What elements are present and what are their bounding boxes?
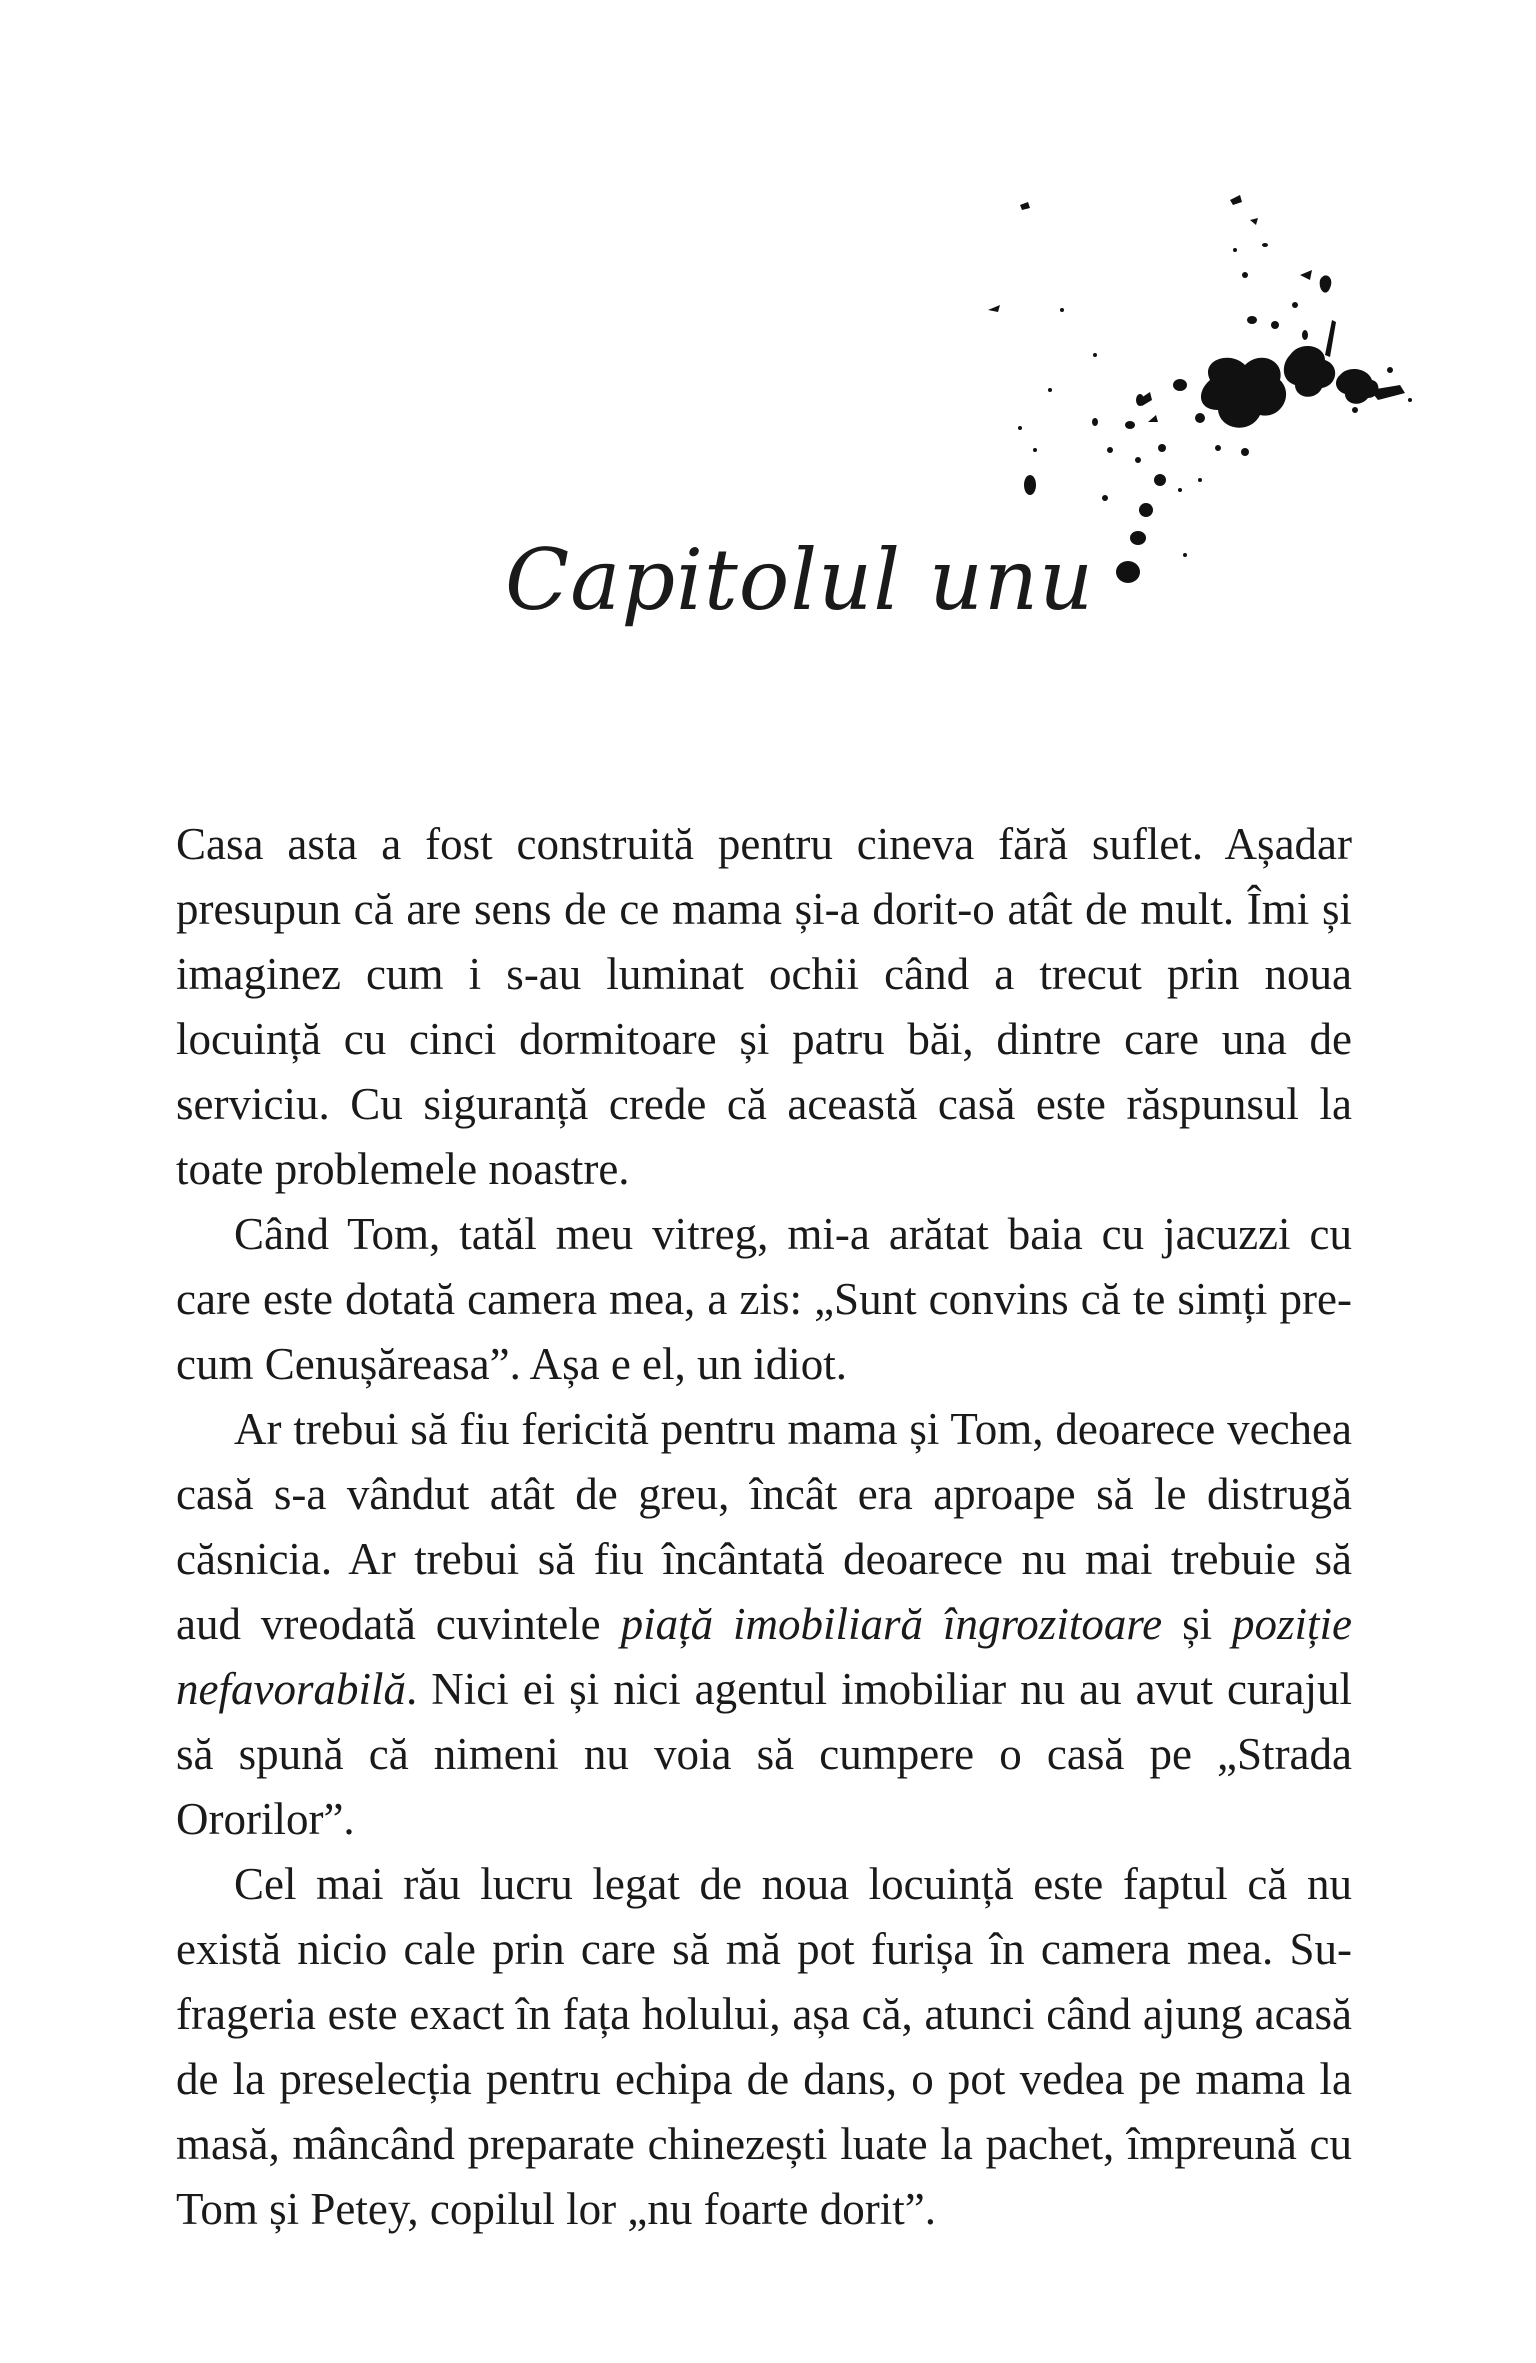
chapter-body (176, 812, 1352, 2242)
italic-phrase: poziție nefavorabilă (176, 1599, 1353, 1714)
chapter-title: Capitolul unu (505, 531, 1095, 629)
paragraph (176, 1202, 1352, 1397)
paragraph (176, 1397, 1352, 1852)
paragraph-text: și (1162, 1599, 1233, 1649)
paragraph (176, 1852, 1352, 2242)
paragraph-text: Ar trebui să fiu fericită pentru mama și Tom, deoarece vechea casă s-a vândut atât de greu, încât era aproape să le distrugă căsnicia. Ar trebui să fiu încântată deoarece nu mai trebuie să aud vreodată cuvintele (176, 1404, 1352, 1649)
paragraph-text: . Nici ei și nici agentul imobiliar nu au avut curajul să spună că nimeni nu voia să cumpere o casă pe „Strada Ororilor”. (176, 1664, 1352, 1844)
paragraph-text: Casa asta a fost construită pentru cineva fără suflet. Așadar presupun că are sens de ce mama și-a dorit-o atât de mult. Îmi și imaginez cum i s-au luminat ochii când a trecut prin noua locuință cu cinci dormitoare și patru băi, dintre care una de serviciu. Cu siguranță crede că această casă este răspunsul la toate problemele noastre. (176, 819, 1352, 1194)
paragraph (176, 812, 1352, 1202)
italic-phrase: piață imobiliară îngrozitoare (620, 1599, 1163, 1649)
paragraph-text: Cel mai rău lucru legat de noua locuință este faptul că nu există nicio cale prin care să mă pot furișa în camera mea. Sufrageria este exact în fața holului, așa că, atunci când ajung acasă de la preselecția pentru echipa de dans, o pot vedea pe mama la masă, mâncând preparate chinezești luate la pachet, împreună cu Tom și Petey, copilul lor „nu foarte dorit”. (176, 1859, 1352, 2234)
paragraph-text: Când Tom, tatăl meu vitreg, mi-a arătat baia cu jacuzzi cu care este dotată camera mea, a zis: „Sunt convins că te simți precum Cenușăreasa”. Așa e el, un idiot. (176, 1209, 1352, 1389)
